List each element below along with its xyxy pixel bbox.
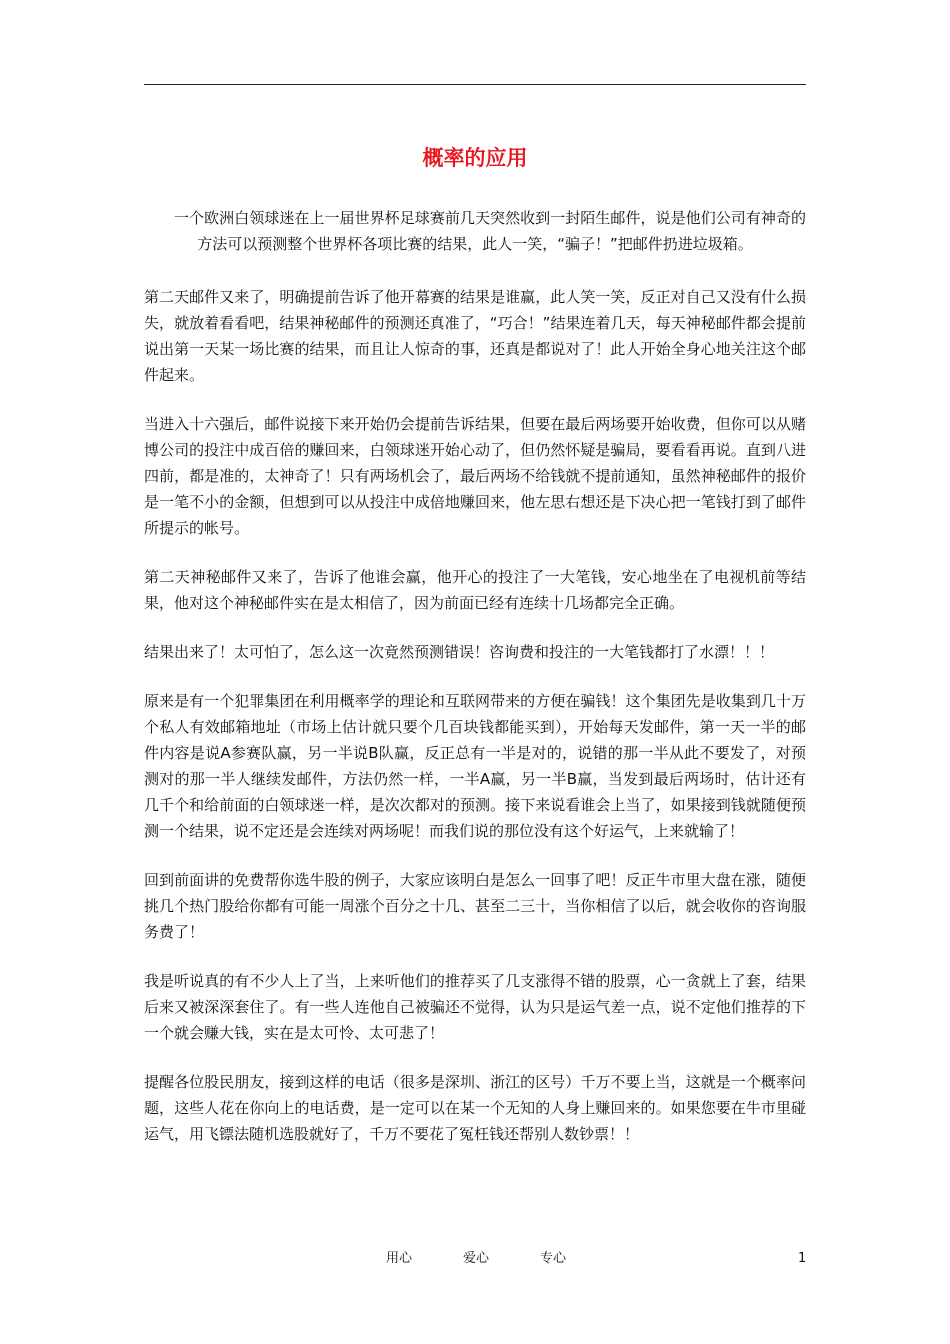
paragraph-4: 第二天神秘邮件又来了，告诉了他谁会赢，他开心的投注了一大笔钱，安心地坐在了电视机前等结果，他对这个神秘邮件实在是太相信了，因为前面已经有连续十几场都完全正确。 (144, 568, 806, 612)
paragraph-7: 回到前面讲的免费帮你选牛股的例子，大家应该明白是怎么一回事了吧！反正牛市里大盘在涨，随便挑几个热门股给你都有可能一周涨个百分之十几、甚至二三十，当你相信了以后，就会收你的咨询服务费了！ (144, 871, 806, 941)
paragraph-5: 结果出来了！太可怕了，怎么这一次竟然预测错误！咨询费和投注的一大笔钱都打了水漂！！！ (144, 643, 775, 661)
paragraph-3: 当进入十六强后，邮件说接下来开始仍会提前告诉结果，但要在最后两场要开始收费，但你可以从赌博公司的投注中成百倍的赚回来，白领球迷开始心动了，但仍然怀疑是骗局，要看看再说。直到八进四前，都是准的，太神奇了！只有两场机会了，最后两场不给钱就不提前通知，虽然神秘邮件的报价是一笔不小的金额，但想到可以从投注中成倍地赚回来，他左思右想还是下决心把一笔钱打到了邮件所提示的帐号。 (144, 415, 806, 537)
article-body (144, 205, 806, 1170)
paragraph-9: 提醒各位股民朋友，接到这样的电话（很多是深圳、浙江的区号）千万不要上当，这就是一个概率问题，这些人花在你向上的电话费，是一定可以在某一个无知的人身上赚回来的。如果您要在牛市里碰运气，用飞镖法随机选股就好了，千万不要花了冤枉钱还帮别人数钞票！！ (144, 1073, 806, 1143)
paragraph-1: 一个欧洲白领球迷在上一届世界杯足球赛前几天突然收到一封陌生邮件，说是他们公司有神奇的方法可以预测整个世界杯各项比赛的结果，此人一笑，“骗子！”把邮件扔进垃圾箱。 (174, 209, 806, 253)
footer-slogan (386, 1249, 566, 1269)
page-footer (0, 1249, 950, 1269)
paragraph-6: 原来是有一个犯罪集团在利用概率学的理论和互联网带来的方便在骗钱！这个集团先是收集到几十万个私人有效邮箱地址（市场上估计就只要个几百块钱都能买到），开始每天发邮件，第一天一半的邮件内容是说A参赛队赢，另一半说B队赢，反正总有一半是对的，说错的那一半从此不要发了，对预测对的那一半人继续发邮件，方法仍然一样，一半A赢，另一半B赢，当发到最后两场时，估计还有几千个和给前面的白领球迷一样，是次次都对的预测。接下来说看谁会上当了，如果接到钱就随便预测一个结果，说不定还是会连续对两场呢！而我们说的那位没有这个好运气，上来就输了！ (144, 692, 806, 840)
page-number: 1 (798, 1251, 807, 1266)
header-rule (144, 84, 806, 85)
paragraph-2: 第二天邮件又来了，明确提前告诉了他开幕赛的结果是谁赢，此人笑一笑，反正对自己又没有什么损失，就放着看看吧，结果神秘邮件的预测还真准了，“巧合！”结果连着几天，每天神秘邮件都会提前说出第一天某一场比赛的结果，而且让人惊奇的事，还真是都说对了！此人开始全身心地关注这个邮件起来。 (144, 288, 806, 384)
document-title: 概率的应用 (422, 146, 528, 170)
footer-slogan-word: 爱心 (462, 1251, 489, 1266)
footer-slogan-word: 用心 (386, 1251, 413, 1266)
footer-slogan-word: 专心 (539, 1251, 566, 1266)
paragraph-8: 我是听说真的有不少人上了当，上来听他们的推荐买了几支涨得不错的股票，心一贪就上了套，结果后来又被深深套住了。有一些人连他自己被骗还不觉得，认为只是运气差一点，说不定他们推荐的下一个就会赚大钱，实在是太可怜、太可悲了！ (144, 972, 806, 1042)
